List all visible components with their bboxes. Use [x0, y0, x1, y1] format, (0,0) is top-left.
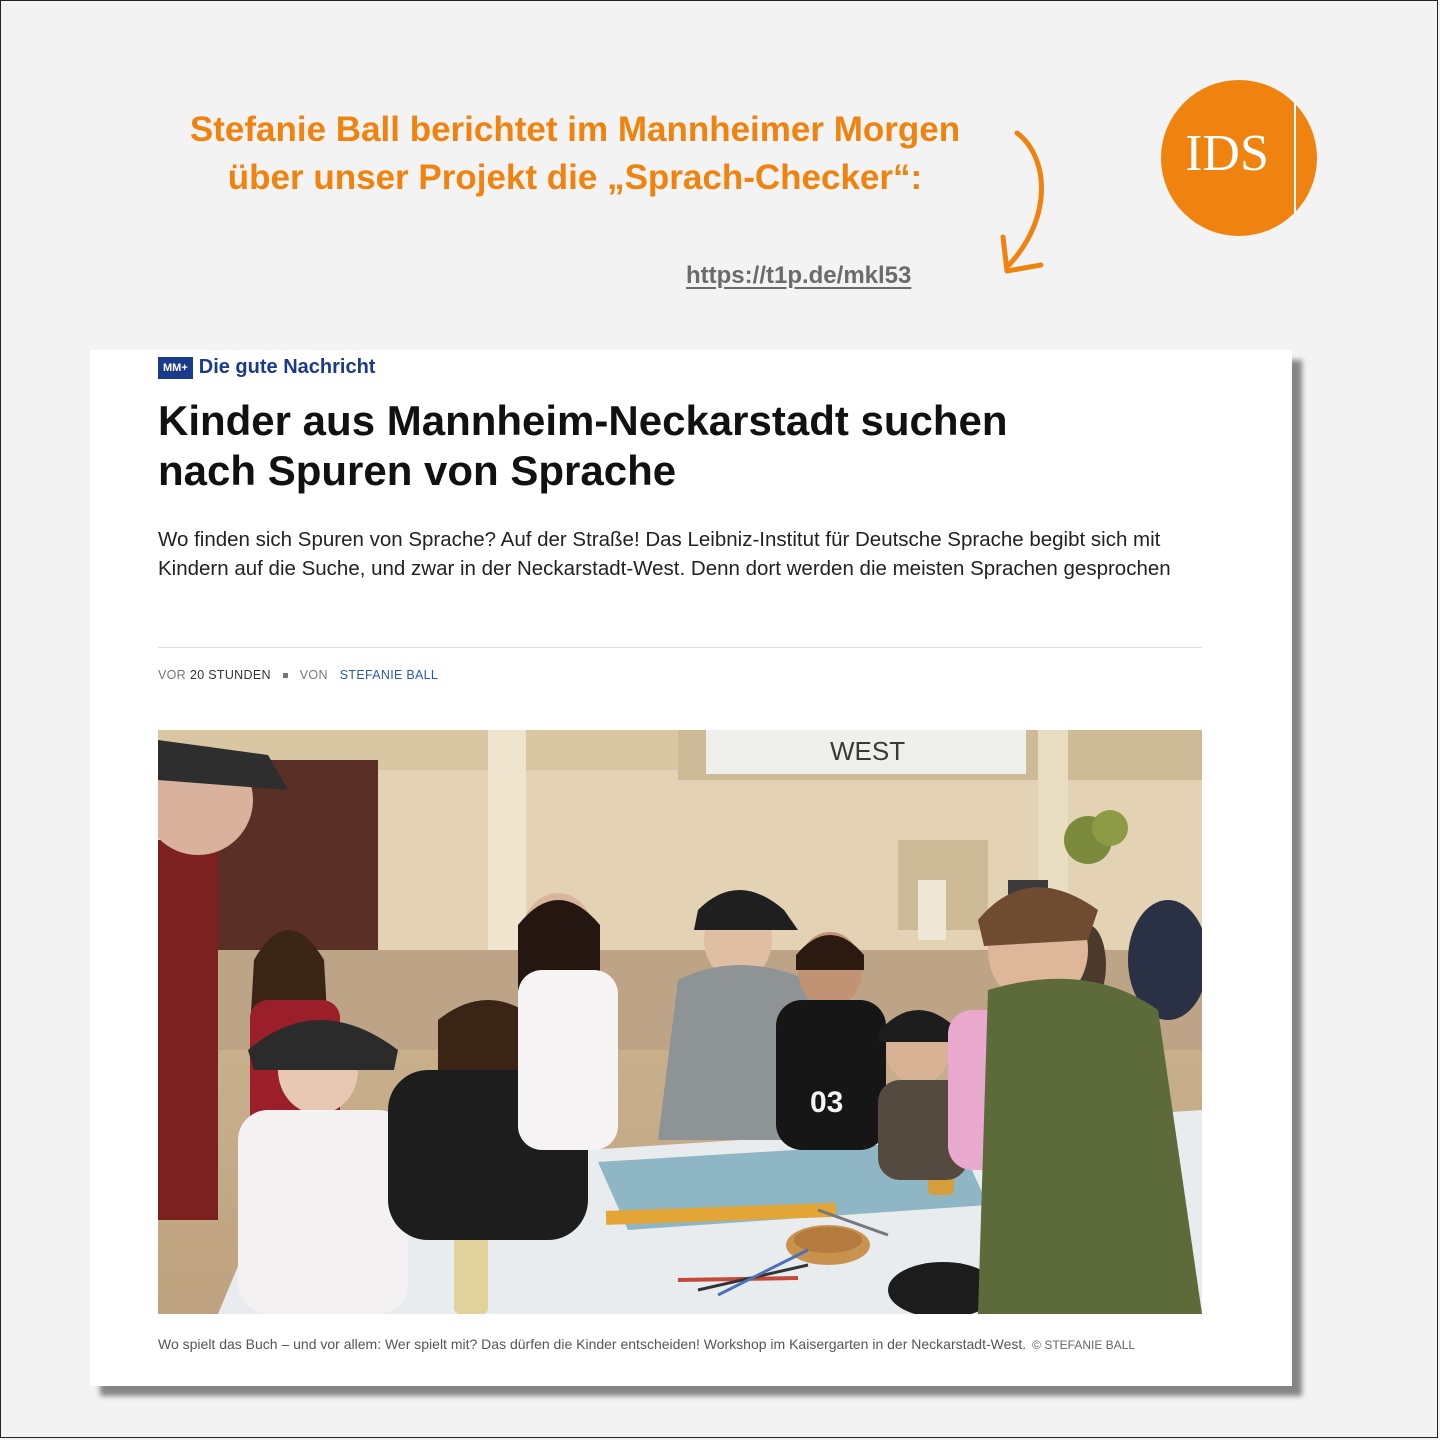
banner-text: WEST [830, 736, 906, 766]
meta-by: VON [299, 668, 328, 682]
kicker-text[interactable]: Die gute Nachricht [198, 356, 376, 378]
curved-arrow-icon [995, 125, 1065, 285]
article-screenshot [90, 350, 1292, 1386]
title-line-1: Kinder aus Mannheim-Neckarstadt suchen [158, 397, 1008, 444]
article-photo [158, 730, 1202, 1314]
logo-bar [1294, 102, 1296, 214]
article-title [158, 396, 1218, 496]
meta-prefix: VOR [158, 668, 186, 682]
divider [158, 647, 1202, 648]
workshop-photo-illustration [158, 730, 1202, 1314]
meta-time: 20 STUNDEN [190, 668, 271, 682]
meta-separator [283, 673, 288, 678]
title-line-2: nach Spuren von Sprache [158, 447, 677, 494]
photo-caption [158, 1334, 1198, 1356]
mm-plus-badge: MM+ [158, 357, 193, 379]
headline-line-1: Stefanie Ball berichtet im Mannheimer Morgen [189, 110, 961, 149]
meta-author[interactable]: STEFANIE BALL [339, 668, 439, 682]
shirt-number: 03 [810, 1086, 844, 1119]
logo-text: IDS [1185, 125, 1269, 182]
article-meta [158, 668, 438, 682]
post-headline [120, 106, 1030, 202]
article-lead: Wo finden sich Spuren von Sprache? Auf der Straße! Das Leibniz-Institut für Deutsche Sprache begibt sich mit Kindern auf die Suche, und zwar in der Neckarstadt-West. Denn dort werden die meisten Sprachen gesprochen [158, 528, 1171, 580]
caption-text: Wo spielt das Buch – und vor allem: Wer spielt mit? Das dürfen die Kinder entscheiden! Workshop im Kaisergarten in der Neckarstadt-West. [158, 1336, 1027, 1352]
ids-logo [1161, 80, 1317, 236]
headline-line-2: über unser Projekt die „Sprach-Checker“: [227, 158, 923, 197]
kicker [158, 356, 375, 379]
article-link[interactable]: https://t1p.de/mkl53 [686, 262, 912, 289]
photo-credit: © STEFANIE BALL [1032, 1338, 1136, 1352]
